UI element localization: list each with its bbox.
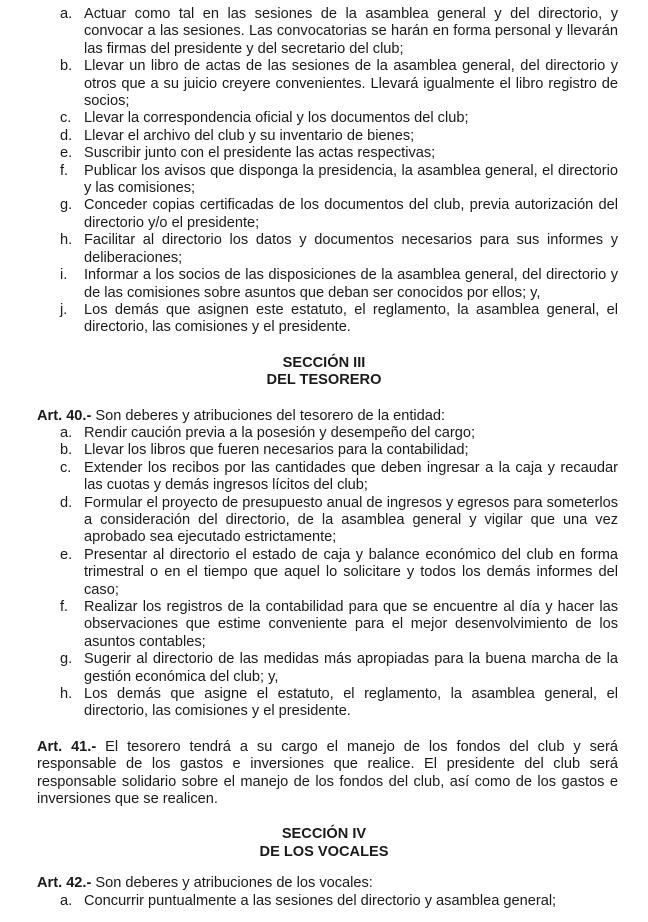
- treasurer-duties-list: [0, 425, 648, 721]
- section-title: DEL TESORERO: [266, 372, 382, 389]
- list-item: e. Suscribir junto con el presidente las actas respectivas;: [60, 145, 436, 162]
- list-item: h. Los demás que asigne el estatuto, el reglamento, la asamblea general, el directorio, las comisiones y el presidente.: [60, 686, 618, 720]
- article-text: Son deberes y atribuciones de los vocales:: [95, 875, 373, 892]
- list-item: g. Sugerir al directorio de las medidas más apropiadas para la buena marcha de la gestión económica del club; y,: [60, 651, 618, 685]
- list-item: a. Actuar como tal en las sesiones de la asamblea general y del directorio, y convocar a las sesiones. Las convocatorias se harán en forma personal y llevarán las firmas del presidente y del secretario del club;: [60, 6, 618, 57]
- list-item: h. Facilitar al directorio los datos y documentos necesarios para sus informes y deliberaciones;: [60, 232, 618, 266]
- list-item: b. Llevar los libros que fueren necesarios para la contabilidad;: [60, 442, 469, 459]
- list-item: e. Presentar al directorio el estado de caja y balance económico del club en forma trimestral o en el tiempo que aquel lo solicitare y todos los demás informes del caso;: [60, 546, 618, 598]
- list-item: d. Formular el proyecto de presupuesto anual de ingresos y egresos para someterlos a consideración del directorio, de la asamblea general y vigilar que una vez aprobado sea ejecutado estrictamente;: [60, 494, 618, 546]
- article-41: [0, 739, 648, 809]
- list-item: d. Llevar el archivo del club y su inventario de bienes;: [60, 127, 415, 144]
- article-number: Art. 41.-: [37, 738, 97, 755]
- section-number: SECCIÓN III: [282, 354, 366, 371]
- article-40: [0, 408, 648, 425]
- list-item: c. Llevar la correspondencia oficial y los documentos del club;: [60, 110, 469, 127]
- article-text: Son deberes y atribuciones del tesorero de la entidad:: [95, 407, 446, 424]
- list-item: i. Informar a los socios de las disposiciones de la asamblea general, del directorio y de las comisiones sobre asuntos que deban ser conocidos por ellos; y,: [60, 267, 618, 301]
- list-item: b. Llevar un libro de actas de las sesiones de la asamblea general, del directorio y otros que a su juicio creyere convenientes. Llevará igualmente el libro registro de socios;: [60, 58, 618, 110]
- vocal-duties-list: [0, 893, 648, 910]
- article-number: Art. 40.-: [37, 407, 92, 424]
- section-number: SECCIÓN IV: [281, 826, 367, 843]
- section-iii-heading: [0, 355, 648, 390]
- list-item: a. Rendir caución previa a la posesión y desempeño del cargo;: [60, 424, 476, 441]
- list-item: j. Los demás que asignen este estatuto, el reglamento, la asamblea general, el directorio, las comisiones y el presidente.: [60, 301, 618, 336]
- article-42: [0, 875, 648, 892]
- section-title: DE LOS VOCALES: [259, 843, 389, 860]
- secretary-duties-list: [0, 6, 648, 337]
- list-item: a. Concurrir puntualmente a las sesiones del directorio y asamblea general;: [60, 892, 557, 909]
- list-item: f. Realizar los registros de la contabilidad para que se encuentre al día y hacer las observaciones que estime conveniente para el mejor desenvolvimiento de los asuntos contables;: [60, 599, 618, 650]
- section-iv-heading: [0, 826, 648, 861]
- article-number: Art. 42.-: [37, 875, 92, 892]
- list-item: c. Extender los recibos por las cantidades que deben ingresar a la caja y recaudar las cuotas y demás ingresos lícitos del club;: [60, 459, 618, 494]
- article-text: El tesorero tendrá a su cargo el manejo de los fondos del club y será responsable de los gastos e inversiones que realice. El presidente del club será responsable solidario sobre el manejo de los fondos del club, así como de los gastos e inversiones que se realicen.: [37, 738, 618, 808]
- list-item: g. Conceder copias certificadas de los documentos del club, previa autorización del directorio y/o el presidente;: [60, 197, 618, 231]
- list-item: f. Publicar los avisos que disponga la presidencia, la asamblea general, el directorio y las comisiones;: [60, 162, 618, 197]
